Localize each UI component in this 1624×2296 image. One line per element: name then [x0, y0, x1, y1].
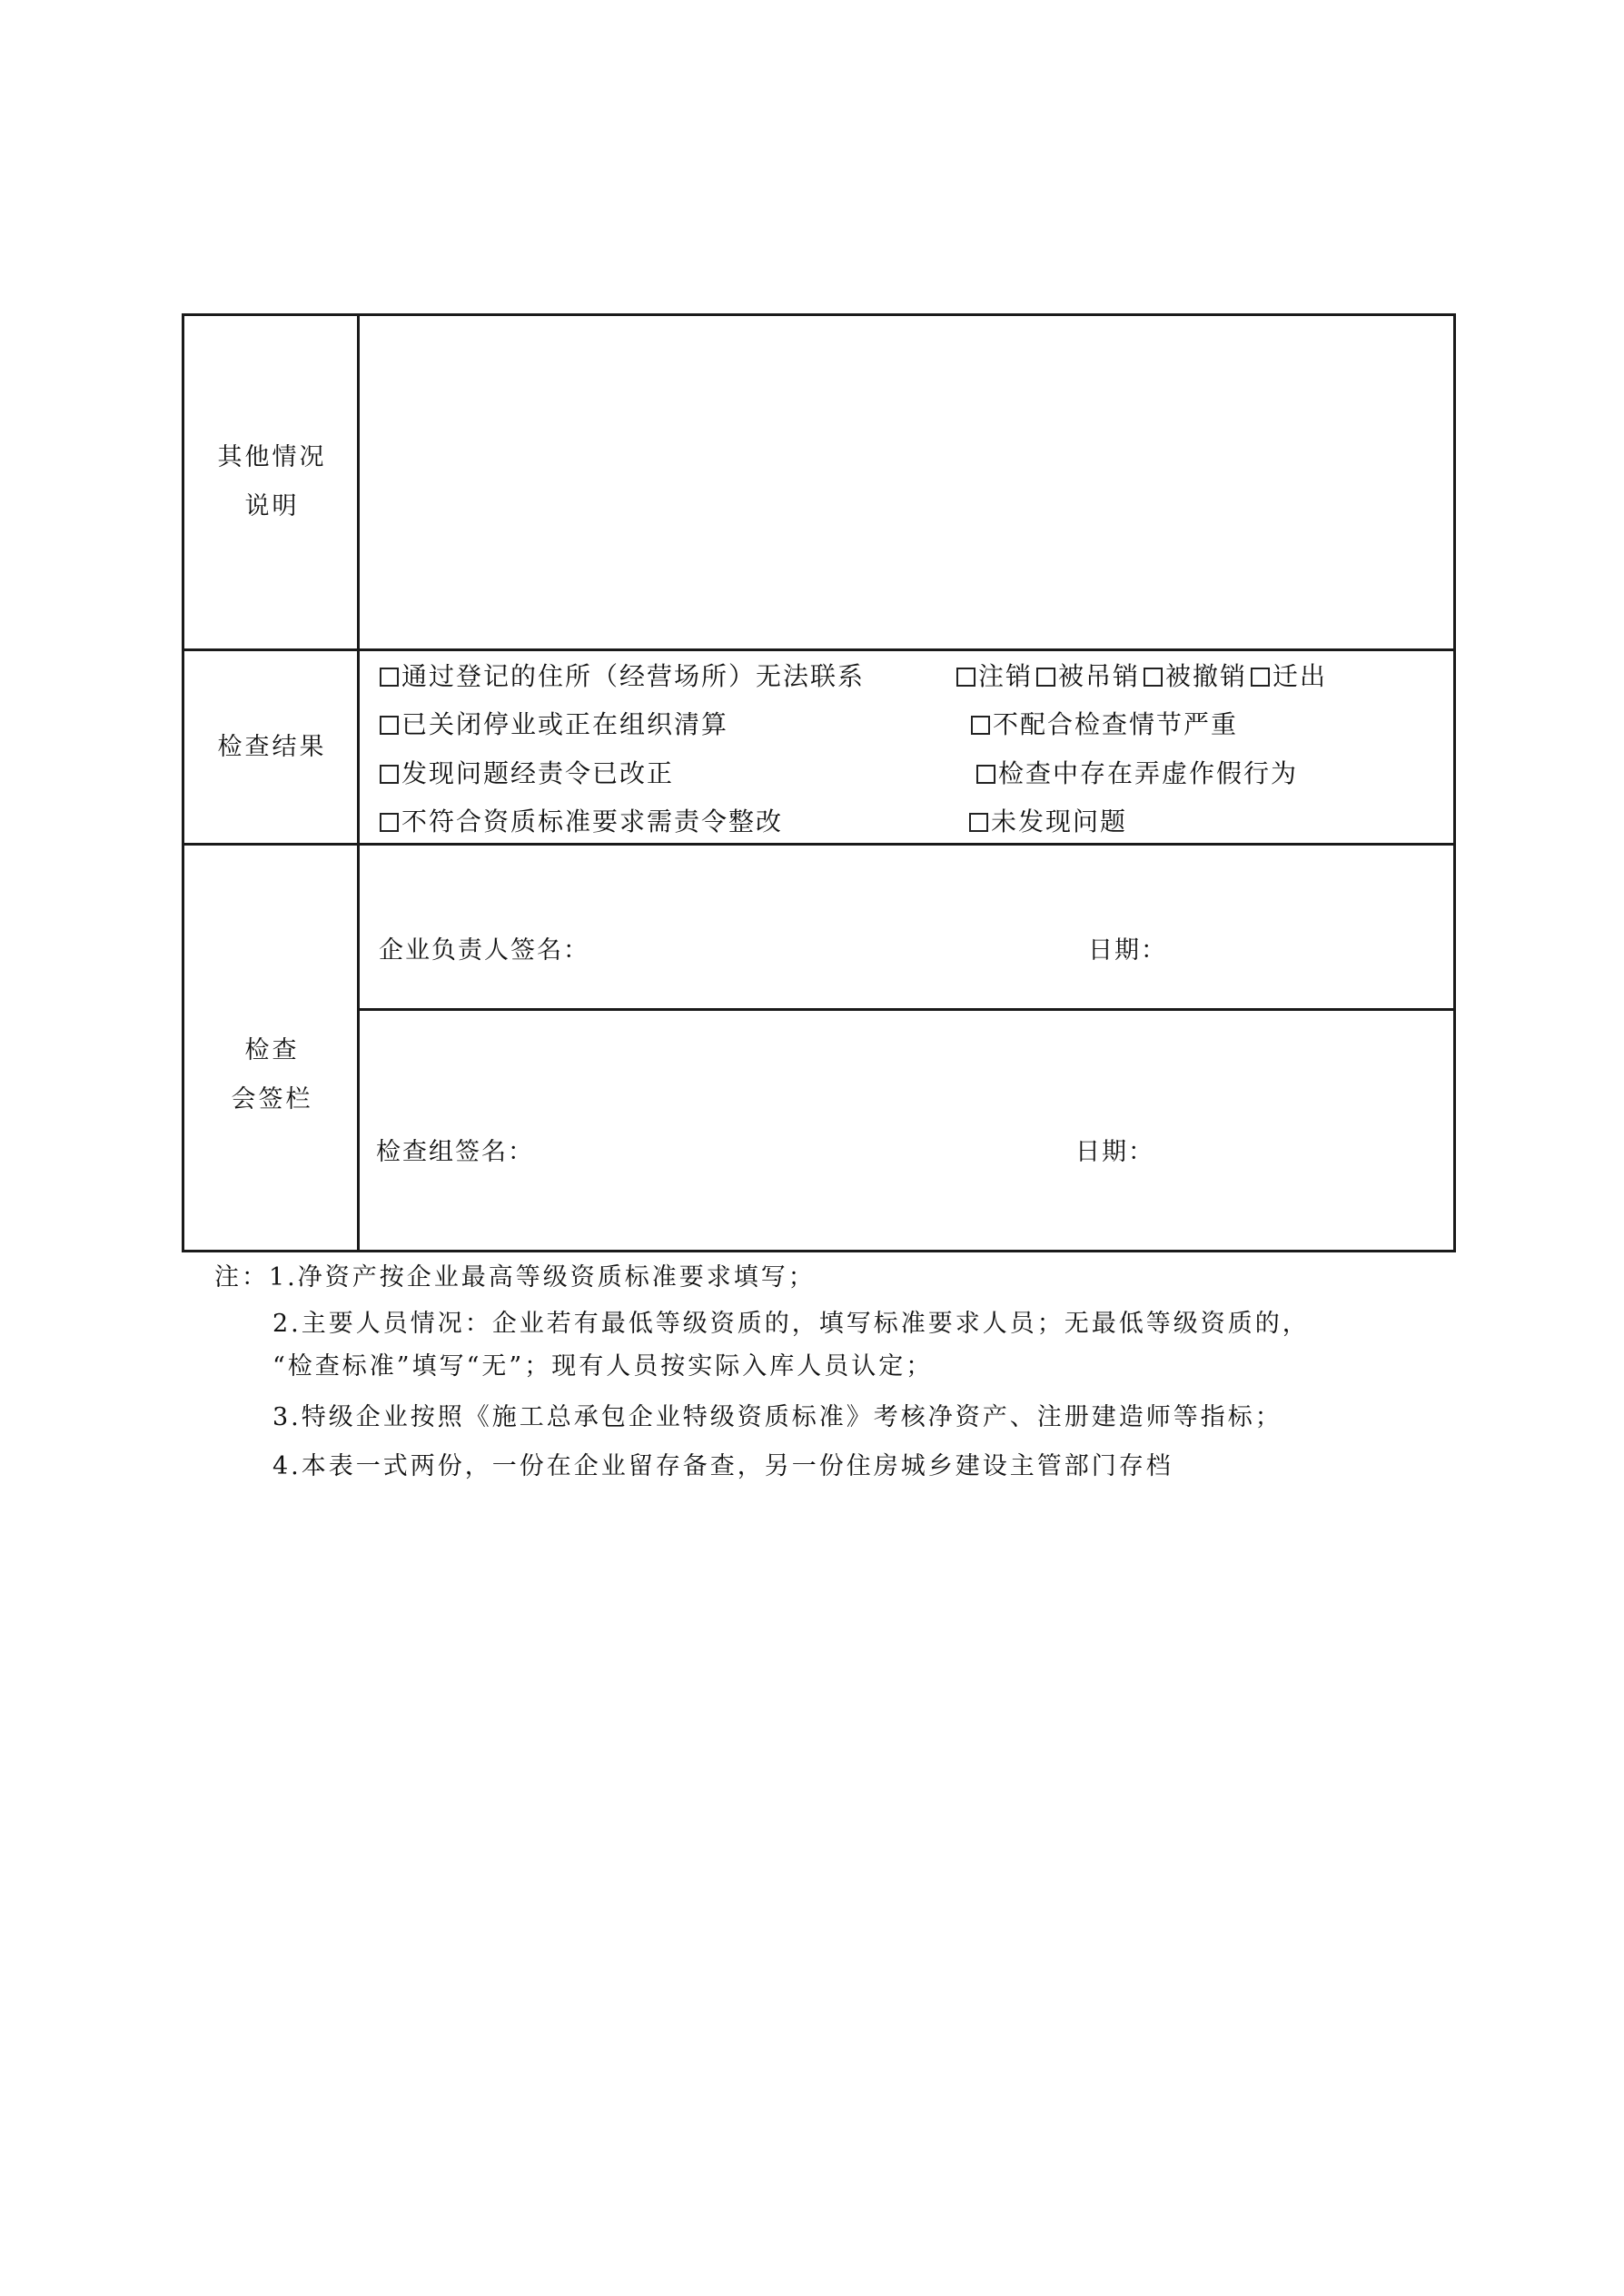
checkbox-icon[interactable]: [380, 716, 399, 735]
result-option[interactable]: 被撤销: [1144, 661, 1247, 692]
result-option[interactable]: 不配合检查情节严重: [971, 709, 1238, 740]
note-2b: “检查标准”填写“无”；现有人员按实际入库人员认定；: [272, 1352, 934, 1381]
enterprise-signature-label: 企业负责人签名：: [379, 936, 589, 965]
other-label-line1: 其他情况: [217, 443, 327, 471]
result-option[interactable]: 发现问题经责令已改正: [380, 758, 674, 789]
inspection-form-table: [182, 313, 1456, 1252]
result-option[interactable]: 检查中存在弄虚作假行为: [976, 758, 1298, 789]
result-row-1-right: [956, 661, 1327, 692]
other-situation-label: [184, 316, 360, 648]
result-option[interactable]: 通过登记的住所（经营场所）无法联系: [380, 661, 865, 692]
result-label-text: 检查结果: [217, 732, 327, 761]
enterprise-signature-field[interactable]: [360, 846, 1453, 1008]
group-signature-field[interactable]: [360, 1011, 1453, 1250]
result-row-3: [380, 758, 674, 789]
other-label-line2: 说明: [244, 492, 300, 520]
sign-label-line1: 检查: [244, 1035, 300, 1064]
result-option[interactable]: 不符合资质标准要求需责令整改: [380, 807, 783, 837]
checkbox-icon[interactable]: [380, 668, 399, 687]
checkbox-icon[interactable]: [1144, 668, 1163, 687]
enterprise-date-label: 日期：: [1088, 936, 1167, 965]
sign-off-label: [184, 846, 360, 1250]
checkbox-icon[interactable]: [1251, 668, 1270, 687]
checkbox-icon[interactable]: [969, 813, 988, 832]
checkbox-icon[interactable]: [380, 813, 399, 832]
note-1: 注：1.净资产按企业最高等级资质标准要求填写；: [214, 1263, 816, 1292]
note-2a: 2.主要人员情况：企业若有最低等级资质的，填写标准要求人员；无最低等级资质的，: [272, 1310, 1310, 1338]
checkbox-icon[interactable]: [971, 716, 990, 735]
result-option[interactable]: 未发现问题: [969, 807, 1127, 837]
group-signature-label: 检查组签名：: [376, 1138, 534, 1166]
row-divider-1: [184, 648, 1453, 651]
result-row-4: [380, 807, 783, 837]
group-date-label: 日期：: [1075, 1138, 1154, 1166]
result-row-4-right: [969, 807, 1127, 837]
result-option[interactable]: 迁出: [1251, 661, 1327, 692]
result-row-2-right: [971, 709, 1238, 740]
other-situation-field[interactable]: [360, 316, 1453, 648]
checkbox-icon[interactable]: [380, 765, 399, 784]
result-row-1: [380, 661, 865, 692]
result-option[interactable]: 被吊销: [1036, 661, 1140, 692]
checkbox-icon[interactable]: [1036, 668, 1055, 687]
checkbox-icon[interactable]: [956, 668, 975, 687]
checkbox-icon[interactable]: [976, 765, 995, 784]
note-4: 4.本表一式两份，一份在企业留存备查，另一份住房城乡建设主管部门存档: [272, 1452, 1173, 1480]
result-row-2: [380, 709, 728, 740]
sign-label-line2: 会签栏: [231, 1084, 313, 1113]
result-option[interactable]: 已关闭停业或正在组织清算: [380, 709, 728, 740]
inspection-result-label: [184, 651, 360, 843]
result-option[interactable]: 注销: [956, 661, 1033, 692]
result-row-3-right: [976, 758, 1298, 789]
note-3: 3.特级企业按照《施工总承包企业特级资质标准》考核净资产、注册建造师等指标；: [272, 1403, 1282, 1431]
